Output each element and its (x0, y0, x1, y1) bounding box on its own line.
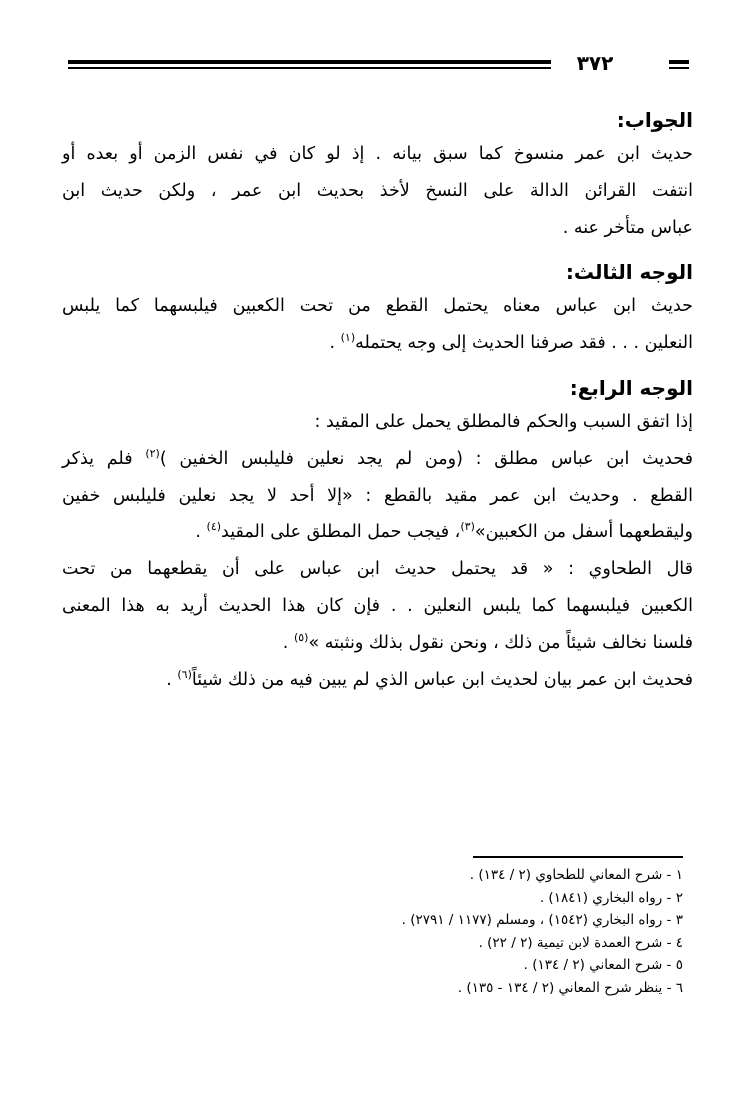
page-header (68, 51, 689, 75)
footnote: ٢ - رواه البخاري (١٨٤١) . (539, 889, 683, 906)
section-heading: الوجه الثالث: (565, 260, 693, 285)
text-segment: فلسنا نخالف شيئاً من ذلك ، ونحن نقول بذلك ونثبته » (308, 632, 693, 653)
text-line: إذا اتفق السبب والحكم فالمطلق يحمل على المقيد : (314, 411, 693, 432)
footnote-ref: (٢) (145, 446, 160, 460)
text-line (62, 662, 693, 699)
footnote-ref: (٥) (293, 630, 309, 644)
text-line (62, 514, 693, 551)
text-line: حديث ابن عباس معناه يحتمل القطع من تحت الكعبين فيلبسهما كما يلبس (62, 296, 693, 317)
footnote: ٥ - شرح المعاني (٢ / ١٣٤) . (523, 957, 683, 973)
text-segment: . (195, 522, 207, 543)
text-line (62, 625, 693, 662)
footnote-ref: (١) (340, 331, 356, 345)
section-heading: الوجه الرابع: (569, 375, 693, 400)
text-line: حديث ابن عمر منسوخ كما سبق بيانه . إذ لو كان في نفس الزمن أو بعده أو (62, 144, 693, 164)
text-line: القطع . وحديث ابن عمر مقيد بالقطع : «إلا أحد لا يجد نعلين فليلبس خفين (62, 485, 693, 506)
text-segment: . (166, 669, 178, 690)
footnote-divider (473, 856, 683, 858)
text-segment: . (282, 632, 294, 653)
text-segment: النعلين . . . فقد صرفنا الحديث إلى وجه يحتمله (355, 333, 693, 354)
text-line: انتفت القرائن الدالة على النسخ لأخذ بحديث ابن عمر ، ولكن حديث ابن (62, 180, 693, 201)
footnote: ٤ - شرح العمدة لابن تيمية (٢ / ٢٢) . (478, 934, 683, 951)
page-number: ٣٧٢ (576, 51, 614, 75)
text-line (62, 441, 693, 478)
text-segment: ، فيجب حمل المطلق على المقيد (221, 522, 461, 543)
text-segment: فلم يذكر (62, 448, 146, 469)
text-line (62, 325, 693, 362)
section-heading: الجواب: (616, 108, 693, 132)
text-segment: فحديث ابن عمر بيان لحديث ابن عباس الذي لم يبين فيه من ذلك شيئاً (191, 669, 693, 690)
text-line: قال الطحاوي : « قد يحتمل حديث ابن عباس على أن يقطعهما من تحت (62, 559, 693, 580)
text-segment: وليقطعهما أسفل من الكعبين» (474, 522, 693, 543)
header-rule-right-thick (669, 60, 689, 64)
text-line: الكعبين فيلبسهما كما يلبس النعلين . . فإن كان هذا الحديث أريد به هذا المعنى (62, 595, 693, 616)
header-rule-right-thin (669, 67, 689, 69)
text-line: عباس متأخر عنه . (562, 217, 693, 238)
text-segment: . (329, 333, 341, 354)
footnote: ١ - شرح المعاني للطحاوي (٢ / ١٣٤) . (469, 867, 683, 883)
footnote: ٦ - ينظر شرح المعاني (٢ / ١٣٤ - ١٣٥) . (457, 979, 683, 996)
header-rule-left-thick (68, 60, 551, 64)
footnotes (200, 864, 683, 999)
footnote: ٣ - رواه البخاري (١٥٤٢) ، ومسلم (١١٧٧ / ٢٧٩١) . (401, 912, 683, 928)
footnote-ref: (٦) (177, 667, 192, 681)
footnote-ref: (٤) (206, 520, 222, 534)
footnote-ref: (٣) (460, 520, 475, 534)
header-rule-left-thin (68, 67, 551, 69)
main-text (62, 104, 693, 698)
text-segment: فحديث ابن عباس مطلق : (ومن لم يجد نعلين فليلبس الخفين ) (159, 448, 693, 469)
